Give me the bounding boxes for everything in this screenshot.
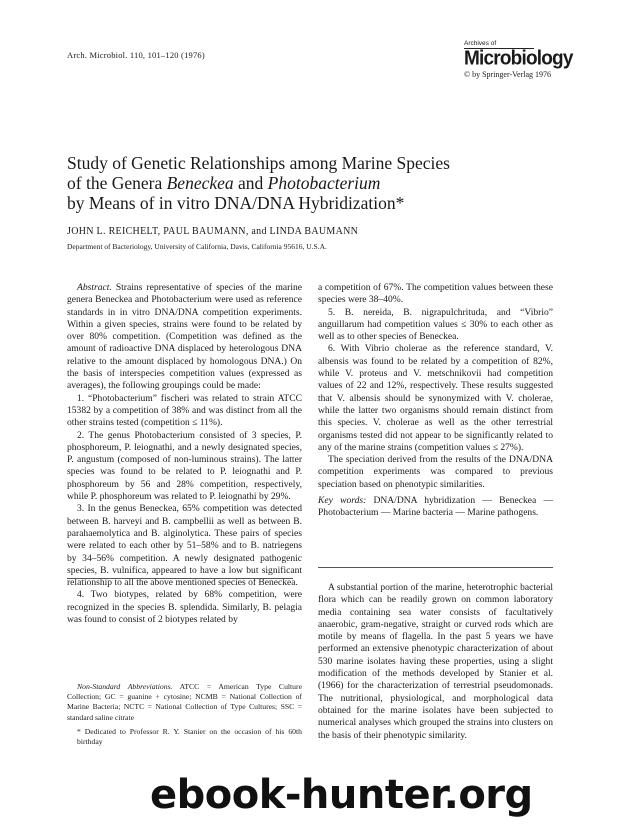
abstract-paragraph: 3. In the genus Beneckea, 65% competition was detected between B. harveyi and B. campbellii as well as between B. parahaemolytica and B. alginolytica. These pairs of species were related to each other by 51–58% and to B. natriegens by 34–56% competition. A newly designated pathogenic species, B. vulnifica, appeared to have a low but significant relationship to all the above mentioned species of Beneckea. (67, 503, 302, 589)
abbreviations-label: Non-Standard Abbreviations. (77, 682, 173, 691)
watermark: ebook-hunter.org (150, 772, 533, 818)
title-line-3: by Means of in vitro DNA/DNA Hybridization* (67, 193, 405, 213)
intro-paragraph: A substantial portion of the marine, heterotrophic bacterial flora which can be readily grown on common laboratory media containing sea water consists of facultatively anaerobic, gram-negative, straight or curved rods which are motile by means of flagella. In the past 5 years we have performed an extensive phenotypic characterization of about 530 marine isolates having these properties, using a slight modification of the methods developed by Stanier et al. (1966) for the characterization of terrestrial pseudomonads. The nutritional, physiological, and morphological data obtained for the marine isolates have been subjected to numerical analyses which grouped the strains into clusters on the basis of their phenotypic similarity. (318, 582, 553, 741)
section-divider (318, 567, 553, 568)
abstract-paragraph: The speciation derived from the results of the DNA/DNA competition experiments was compared to previous speciation based on phenotypic similarities. (318, 454, 553, 490)
keywords (318, 495, 553, 520)
introduction (318, 582, 553, 742)
abstract-left-column (67, 282, 302, 626)
abstract-paragraph: a competition of 67%. The competition values between these species were 38–40%. (318, 282, 553, 306)
title-line-2 (67, 173, 537, 193)
title-text: and (233, 173, 268, 193)
authors: JOHN L. REICHELT, PAUL BAUMANN, and LINDA BAUMANN (67, 226, 359, 237)
abstract-paragraph: 1. “Photobacterium” fischeri was related to strain ATCC 15382 by a competition of 38% and was distinct from all the other strains tested (competition ≤ 11%). (67, 392, 302, 429)
abstract-paragraph: 6. With Vibrio cholerae as the reference standard, V. albensis was found to be related by a competition of 82%, while V. proteus and V. metschnikovii had competition values of 22 and 12%, respectively. These results suggested that V. albensis should be synonymized with V. cholerae, while the latter two organisms should remain distinct from this species. V. cholerae as well as the other terrestrial organisms tested did not appear to be significantly related to any of the marine strains (competition values ≤ 27%). (318, 343, 553, 453)
journal-logo: Microbiology (464, 47, 573, 70)
keywords-label: Key words: (318, 495, 367, 507)
abstract-label: Abstract. (77, 282, 112, 293)
journal-small-title: Archives of (464, 40, 534, 49)
abstract-paragraph: 5. B. nereida, B. nigrapulchritudа, and “Vibrio” anguillarum had competition values ≤ 30% to each other as well as to other species of Beneckea. (318, 306, 553, 343)
title-genus-2: Photobacterium (267, 173, 381, 193)
abbreviations-footnote (67, 682, 302, 723)
abstract-paragraph: 4. Two biotypes, related by 68% competition, were recognized in the species B. splendida. Similarly, B. pelagia was found to consist of 2 biotypes related by (67, 589, 302, 626)
paper-title (67, 153, 537, 213)
publisher-copyright: © by Springer-Verlag 1976 (464, 70, 552, 79)
affiliation: Department of Bacteriology, University of California, Davis, California 95616, U.S.A. (67, 242, 327, 251)
footnotes (67, 682, 302, 747)
dedication-footnote: * Dedicated to Professor R. Y. Stanier on the occasion of his 60th birthday (77, 726, 302, 747)
abstract-paragraph (67, 282, 302, 393)
title-text: of the Genera (67, 173, 167, 193)
title-line-1: Study of Genetic Relationships among Marine Species (67, 153, 450, 173)
abstract-right-column (318, 282, 553, 520)
journal-citation: Arch. Microbiol. 110, 101–120 (1976) (67, 50, 205, 60)
keywords-text: DNA/DNA hybridization — Beneckea — Photobacterium — Marine bacteria — Marine pathogens. (318, 495, 553, 519)
title-genus-1: Beneckea (166, 173, 234, 193)
journal-masthead (464, 40, 573, 79)
footnote-divider (67, 578, 293, 579)
abstract-paragraph: 2. The genus Photobacterium consisted of 3 species, P. phosphoreum, P. leiognathi, and a newly designated species, P. angustum (composed of non-luminous strains). The latter species was found to be related to P. leiognathi and P. phosphoreum by 56 and 28% competition, respectively, while P. phosphoreum was related to P. leiognathi by 29%. (67, 429, 302, 503)
abbreviations-text: ATCC = American Type Culture Collection; GC = guanine + cytosine; NCMB = National Collection of Marine Bacteria; NCTC = National Collection of Type Cultures; SSC = standard saline citrate (67, 682, 302, 722)
abstract-text: Strains representative of species of the marine genera Beneckea and Photobacterium were used as reference standards in in vitro DNA/DNA competition experiments. Within a given species, strains were found to be related by over 80% competition. (Competition was defined as the amount of radioactive DNA displaced by heterologous DNA relative to the amount displaced by homologous DNA.) On the basis of interspecies competition values (expressed as averages), the following groupings could be made: (67, 282, 302, 392)
